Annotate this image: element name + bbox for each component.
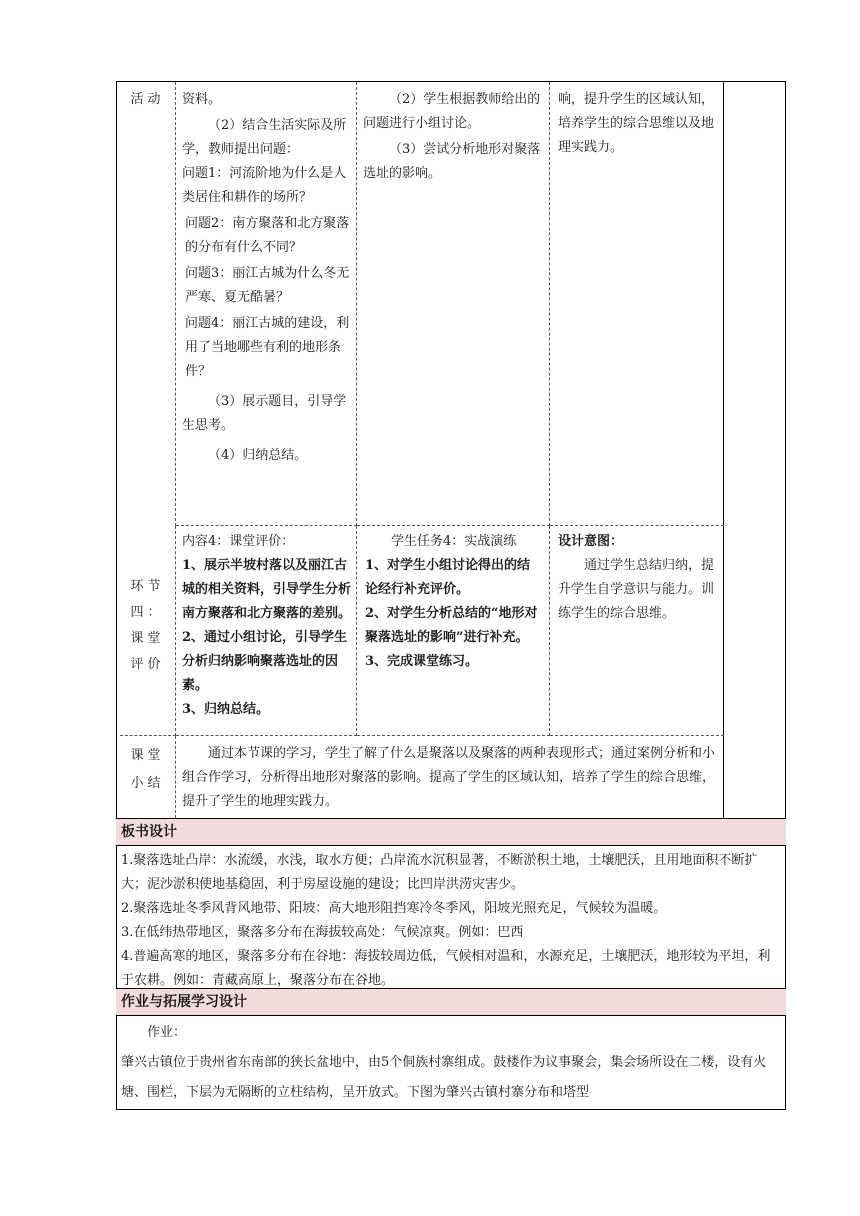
teacher-eval-item: 1、展示半坡村落以及丽江古城的相关资料，引导学生分析南方聚落和北方聚落的差别。 <box>182 558 352 621</box>
board-line: 4.普遍高寒的地区，聚落多分布在谷地：海拔较周边低，气候相对温和，水源充足，土壤肥沃，地形较为平坦，利于农耕。例如：青藏高原上，聚落分布在谷地。 <box>121 949 771 988</box>
student-line: （2）学生根据教师给出的问题进行小组讨论。 <box>363 92 541 131</box>
teacher-eval-item: 2、通过小组讨论，引导学生分析归纳影响聚落选址的因素。 <box>182 630 348 693</box>
student-task-title: 学生任务4：实战演练 <box>391 534 517 549</box>
row-evaluation <box>120 526 724 736</box>
summary-cell <box>176 736 724 818</box>
teacher-line: 资料。 <box>182 92 222 107</box>
student-task-cell <box>357 526 550 736</box>
board-design-heading <box>116 818 786 846</box>
intent-text: 响，提升学生的区域认知，培养学生的综合思维以及地理实践力。 <box>558 92 715 155</box>
teacher-eval-title: 内容4：课堂评价： <box>182 534 295 549</box>
row-label-text: 环节四：课堂评价 <box>130 579 165 672</box>
board-line: 3.在低纬热带地区，聚落多分布在海拔较高处：气候凉爽。例如：巴西 <box>121 925 524 940</box>
homework-label: 作业： <box>147 1025 187 1040</box>
student-task-item: 3、完成课堂练习。 <box>365 654 479 669</box>
homework-heading <box>116 988 786 1016</box>
teacher-activity-cell <box>176 82 357 526</box>
student-activity-cell <box>357 82 550 526</box>
intent-cell <box>550 82 724 526</box>
student-line: （3）尝试分析地形对聚落选址的影响。 <box>363 142 541 181</box>
question-3: 问题3：丽江古城为什么冬无严寒、夏无酷暑？ <box>185 266 350 305</box>
question-1: 问题1：河流阶地为什么是人类居住和耕作的场所？ <box>182 166 347 205</box>
board-heading-text: 板书设计 <box>121 824 177 840</box>
board-line: 2.聚落选址冬季风背风地带、阳坡：高大地形阻挡寒冷冬季风，阳坡光照充足，气候较为温暖。 <box>121 901 667 916</box>
teacher-eval-item: 3、归纳总结。 <box>182 702 270 717</box>
homework-content <box>116 1016 786 1110</box>
teacher-line: （3）展示题目，引导学生思考。 <box>182 394 347 433</box>
teacher-evaluation-cell <box>176 526 357 736</box>
teacher-line: （2）结合生活实际及所学，教师提出问题： <box>182 118 347 157</box>
row-label <box>120 82 176 526</box>
homework-heading-text: 作业与拓展学习设计 <box>121 994 247 1010</box>
intent-title: 设计意图： <box>558 534 624 549</box>
board-line: 1.聚落选址凸岸：水流缓，水浅，取水方便；凸岸流水沉积显著，不断淤积土地，土壤肥沃，且用地面积不断扩大；泥沙淤积使地基稳固，利于房屋设施的建设；比凹岸洪涝灾害少。 <box>121 853 758 892</box>
intent-cell <box>550 526 724 736</box>
row-label-text: 课堂小结 <box>130 748 165 791</box>
student-task-item: 2、对学生分析总结的“地形对聚落选址的影响”进行补充。 <box>365 606 538 645</box>
teacher-line: （4）归纳总结。 <box>208 448 308 463</box>
homework-text: 肇兴古镇位于贵州省东南部的狭长盆地中，由5个侗族村寨组成。鼓楼作为议事聚会，集会场所设在二楼，设有火塘、围栏，下层为无隔断的立柱结构，呈开放式。下图为肇兴古镇村寨分布和塔型 <box>121 1055 767 1100</box>
row-label <box>120 736 176 818</box>
intent-text: 通过学生总结归纳，提升学生自学意识与能力。训练学生的综合思维。 <box>558 558 715 621</box>
student-task-item: 1、对学生小组讨论得出的结论经行补充评价。 <box>365 558 531 597</box>
row-label-text: 活动 <box>130 92 165 107</box>
row-label <box>120 526 176 736</box>
row-summary <box>120 736 724 818</box>
summary-text: 通过本节课的学习，学生了解了什么是聚落以及聚落的两种表现形式；通过案例分析和小组合作学习，分析得出地形对聚落的影响。提高了学生的区域认知，培养了学生的综合思维，提升了学生的地理实践力。 <box>182 746 716 809</box>
board-design-content <box>116 846 786 986</box>
question-4: 问题4：丽江古城的建设，利用了当地哪些有利的地形条件？ <box>185 316 350 379</box>
question-2: 问题2：南方聚落和北方聚落的分布有什么不同？ <box>185 216 350 255</box>
row-activity <box>120 82 724 526</box>
